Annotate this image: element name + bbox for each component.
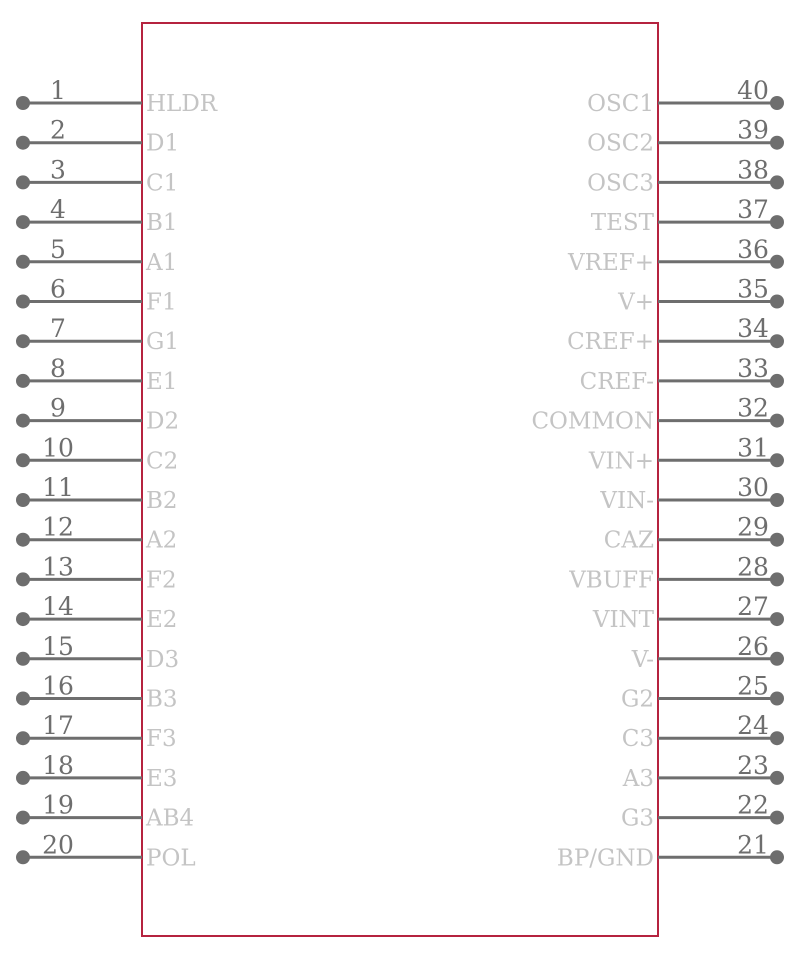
pin-endpoint-dot: [770, 771, 784, 785]
right-pin-29: [604, 513, 784, 554]
pin-number: 36: [737, 234, 769, 264]
pin-endpoint-dot: [770, 612, 784, 626]
pin-number: 34: [737, 314, 769, 344]
pin-number: 25: [737, 671, 769, 701]
pin-name: F2: [146, 567, 177, 594]
pin-name: D1: [146, 130, 180, 157]
pin-name: A3: [622, 765, 654, 792]
pin-name: G1: [146, 329, 180, 356]
pin-endpoint-dot: [770, 811, 784, 825]
left-pin-3: [16, 155, 178, 196]
pin-name: B1: [146, 210, 178, 237]
left-pin-10: [16, 433, 178, 474]
left-pin-15: [16, 632, 179, 673]
pin-endpoint-dot: [770, 295, 784, 309]
right-pin-30: [599, 473, 784, 514]
left-pin-9: [16, 394, 179, 435]
pin-name: BP/GND: [556, 845, 654, 872]
left-pin-13: [16, 552, 177, 593]
pin-name: E1: [146, 368, 178, 395]
pin-number: 5: [50, 234, 66, 264]
pin-number: 14: [42, 592, 74, 622]
pin-name: VIN+: [588, 448, 654, 475]
pin-number: 21: [737, 830, 769, 860]
pin-name: A1: [146, 249, 178, 276]
pin-number: 12: [42, 512, 74, 542]
pin-name: CAZ: [603, 527, 654, 554]
pin-endpoint-dot: [770, 374, 784, 388]
pin-number: 11: [42, 473, 74, 502]
pin-name: E2: [146, 607, 178, 634]
pin-name: OSC1: [587, 91, 654, 117]
pin-number: 2: [50, 115, 66, 145]
right-pin-23: [622, 751, 784, 792]
pin-number: 3: [50, 155, 66, 185]
pin-endpoint-dot: [770, 453, 784, 467]
pin-name: V-: [631, 646, 654, 673]
right-pin-25: [621, 672, 784, 713]
pin-endpoint-dot: [16, 255, 30, 269]
right-pin-38: [587, 155, 784, 196]
pin-endpoint-dot: [16, 414, 30, 428]
pin-number: 18: [42, 750, 74, 780]
pin-name: C1: [146, 170, 179, 197]
pin-endpoint-dot: [16, 136, 30, 150]
pin-number: 39: [737, 115, 769, 145]
pin-name: TEST: [590, 210, 654, 237]
pin-endpoint-dot: [770, 533, 784, 547]
pin-endpoint-dot: [16, 215, 30, 229]
left-pin-5: [16, 235, 177, 276]
pin-endpoint-dot: [16, 612, 30, 626]
pin-endpoint-dot: [770, 731, 784, 745]
pin-number: 17: [42, 711, 74, 741]
pin-endpoint-dot: [770, 255, 784, 269]
pin-number: 33: [737, 353, 769, 383]
pin-name: G3: [620, 805, 654, 832]
pin-name: POL: [146, 845, 196, 872]
pin-name: F3: [146, 726, 177, 753]
pin-name: E3: [146, 765, 178, 792]
pin-number: 8: [50, 353, 66, 383]
pin-name: D2: [146, 408, 180, 435]
pin-name: OSC2: [587, 130, 654, 157]
pin-name: VIN-: [600, 488, 654, 514]
left-pin-4: [16, 195, 178, 236]
left-pin-18: [16, 751, 177, 792]
pin-number: 31: [737, 433, 769, 463]
pin-endpoint-dot: [16, 572, 30, 586]
right-pin-37: [591, 195, 784, 236]
pin-number: 10: [42, 433, 74, 463]
pin-name: C2: [146, 448, 179, 475]
pin-endpoint-dot: [770, 215, 784, 229]
right-pin-34: [567, 314, 784, 355]
pin-number: 1: [50, 76, 66, 105]
pin-number: 4: [50, 195, 66, 225]
left-pin-7: [16, 314, 179, 355]
pin-name: AB4: [146, 805, 195, 832]
pin-name: OSC3: [587, 170, 654, 197]
pin-name: HLDR: [146, 91, 218, 117]
pin-endpoint-dot: [770, 414, 784, 428]
pin-endpoint-dot: [770, 175, 784, 189]
pin-number: 13: [42, 552, 74, 582]
pin-name: COMMON: [531, 408, 654, 435]
left-pin-2: [16, 116, 179, 157]
right-pin-21: [557, 830, 784, 871]
pin-number: 22: [737, 790, 769, 820]
pin-number: 15: [42, 631, 74, 661]
pin-endpoint-dot: [16, 811, 30, 825]
pin-number: 19: [42, 790, 74, 820]
pin-endpoint-dot: [16, 533, 30, 547]
left-pin-1: [16, 76, 218, 117]
pin-name: V+: [618, 289, 654, 316]
pin-number: 30: [737, 473, 769, 502]
pin-name: B2: [146, 488, 178, 514]
right-pin-22: [621, 791, 784, 832]
pin-number: 9: [50, 393, 66, 423]
pin-endpoint-dot: [16, 453, 30, 467]
pin-name: G2: [620, 686, 654, 713]
pin-number: 16: [42, 671, 74, 701]
pin-number: 24: [737, 711, 769, 741]
right-pin-35: [617, 275, 784, 316]
left-pin-11: [16, 473, 178, 514]
left-pin-20: [16, 830, 196, 871]
pin-endpoint-dot: [16, 493, 30, 507]
pin-endpoint-dot: [770, 96, 784, 110]
pin-endpoint-dot: [770, 334, 784, 348]
pin-number: 37: [737, 195, 769, 225]
right-pin-40: [587, 76, 784, 117]
pin-number: 23: [737, 750, 769, 780]
pin-name: C3: [621, 726, 654, 753]
left-pin-16: [16, 672, 178, 713]
pin-number: 32: [737, 393, 769, 423]
right-pin-24: [622, 711, 784, 752]
left-pin-14: [16, 592, 177, 633]
pin-number: 7: [50, 314, 66, 344]
left-pin-6: [16, 275, 177, 316]
pin-name: A2: [146, 527, 178, 554]
pin-number: 27: [737, 592, 769, 622]
right-pin-33: [580, 354, 784, 395]
pin-name: CREF-: [579, 368, 654, 395]
pin-endpoint-dot: [16, 334, 30, 348]
pin-name: VBUFF: [569, 567, 654, 594]
pin-name: CREF+: [567, 329, 654, 356]
left-pin-17: [16, 711, 177, 752]
left-pin-8: [16, 354, 177, 395]
pin-name: B3: [146, 686, 178, 713]
pin-endpoint-dot: [16, 175, 30, 189]
pin-number: 40: [737, 76, 769, 105]
pin-endpoint-dot: [16, 771, 30, 785]
pin-number: 26: [737, 631, 769, 661]
left-pin-19: [16, 791, 194, 832]
ic-body-outline: [142, 23, 658, 936]
right-pin-31: [588, 433, 784, 474]
pin-number: 29: [737, 512, 769, 542]
pin-number: 28: [737, 552, 769, 582]
pin-endpoint-dot: [16, 96, 30, 110]
pin-name: VREF+: [568, 249, 654, 276]
pin-name: D3: [146, 646, 180, 673]
pin-endpoint-dot: [16, 652, 30, 666]
right-pin-26: [631, 632, 784, 673]
pin-endpoint-dot: [770, 692, 784, 706]
pin-number: 6: [50, 274, 66, 304]
pin-endpoint-dot: [770, 493, 784, 507]
pin-number: 38: [737, 155, 769, 185]
right-pin-36: [567, 235, 784, 276]
pin-endpoint-dot: [770, 652, 784, 666]
left-pin-group: [16, 76, 218, 871]
pin-endpoint-dot: [16, 731, 30, 745]
pin-endpoint-dot: [16, 295, 30, 309]
pin-number: 20: [42, 830, 74, 860]
pin-endpoint-dot: [16, 692, 30, 706]
right-pin-27: [592, 592, 784, 633]
left-pin-12: [16, 513, 177, 554]
pin-endpoint-dot: [770, 136, 784, 150]
pin-name: F1: [146, 289, 177, 316]
right-pin-28: [568, 552, 784, 593]
pin-endpoint-dot: [770, 850, 784, 864]
right-pin-39: [587, 116, 784, 157]
pin-name: VINT: [592, 607, 654, 634]
pin-endpoint-dot: [16, 850, 30, 864]
pin-number: 35: [737, 274, 769, 304]
pin-endpoint-dot: [16, 374, 30, 388]
pin-endpoint-dot: [770, 572, 784, 586]
